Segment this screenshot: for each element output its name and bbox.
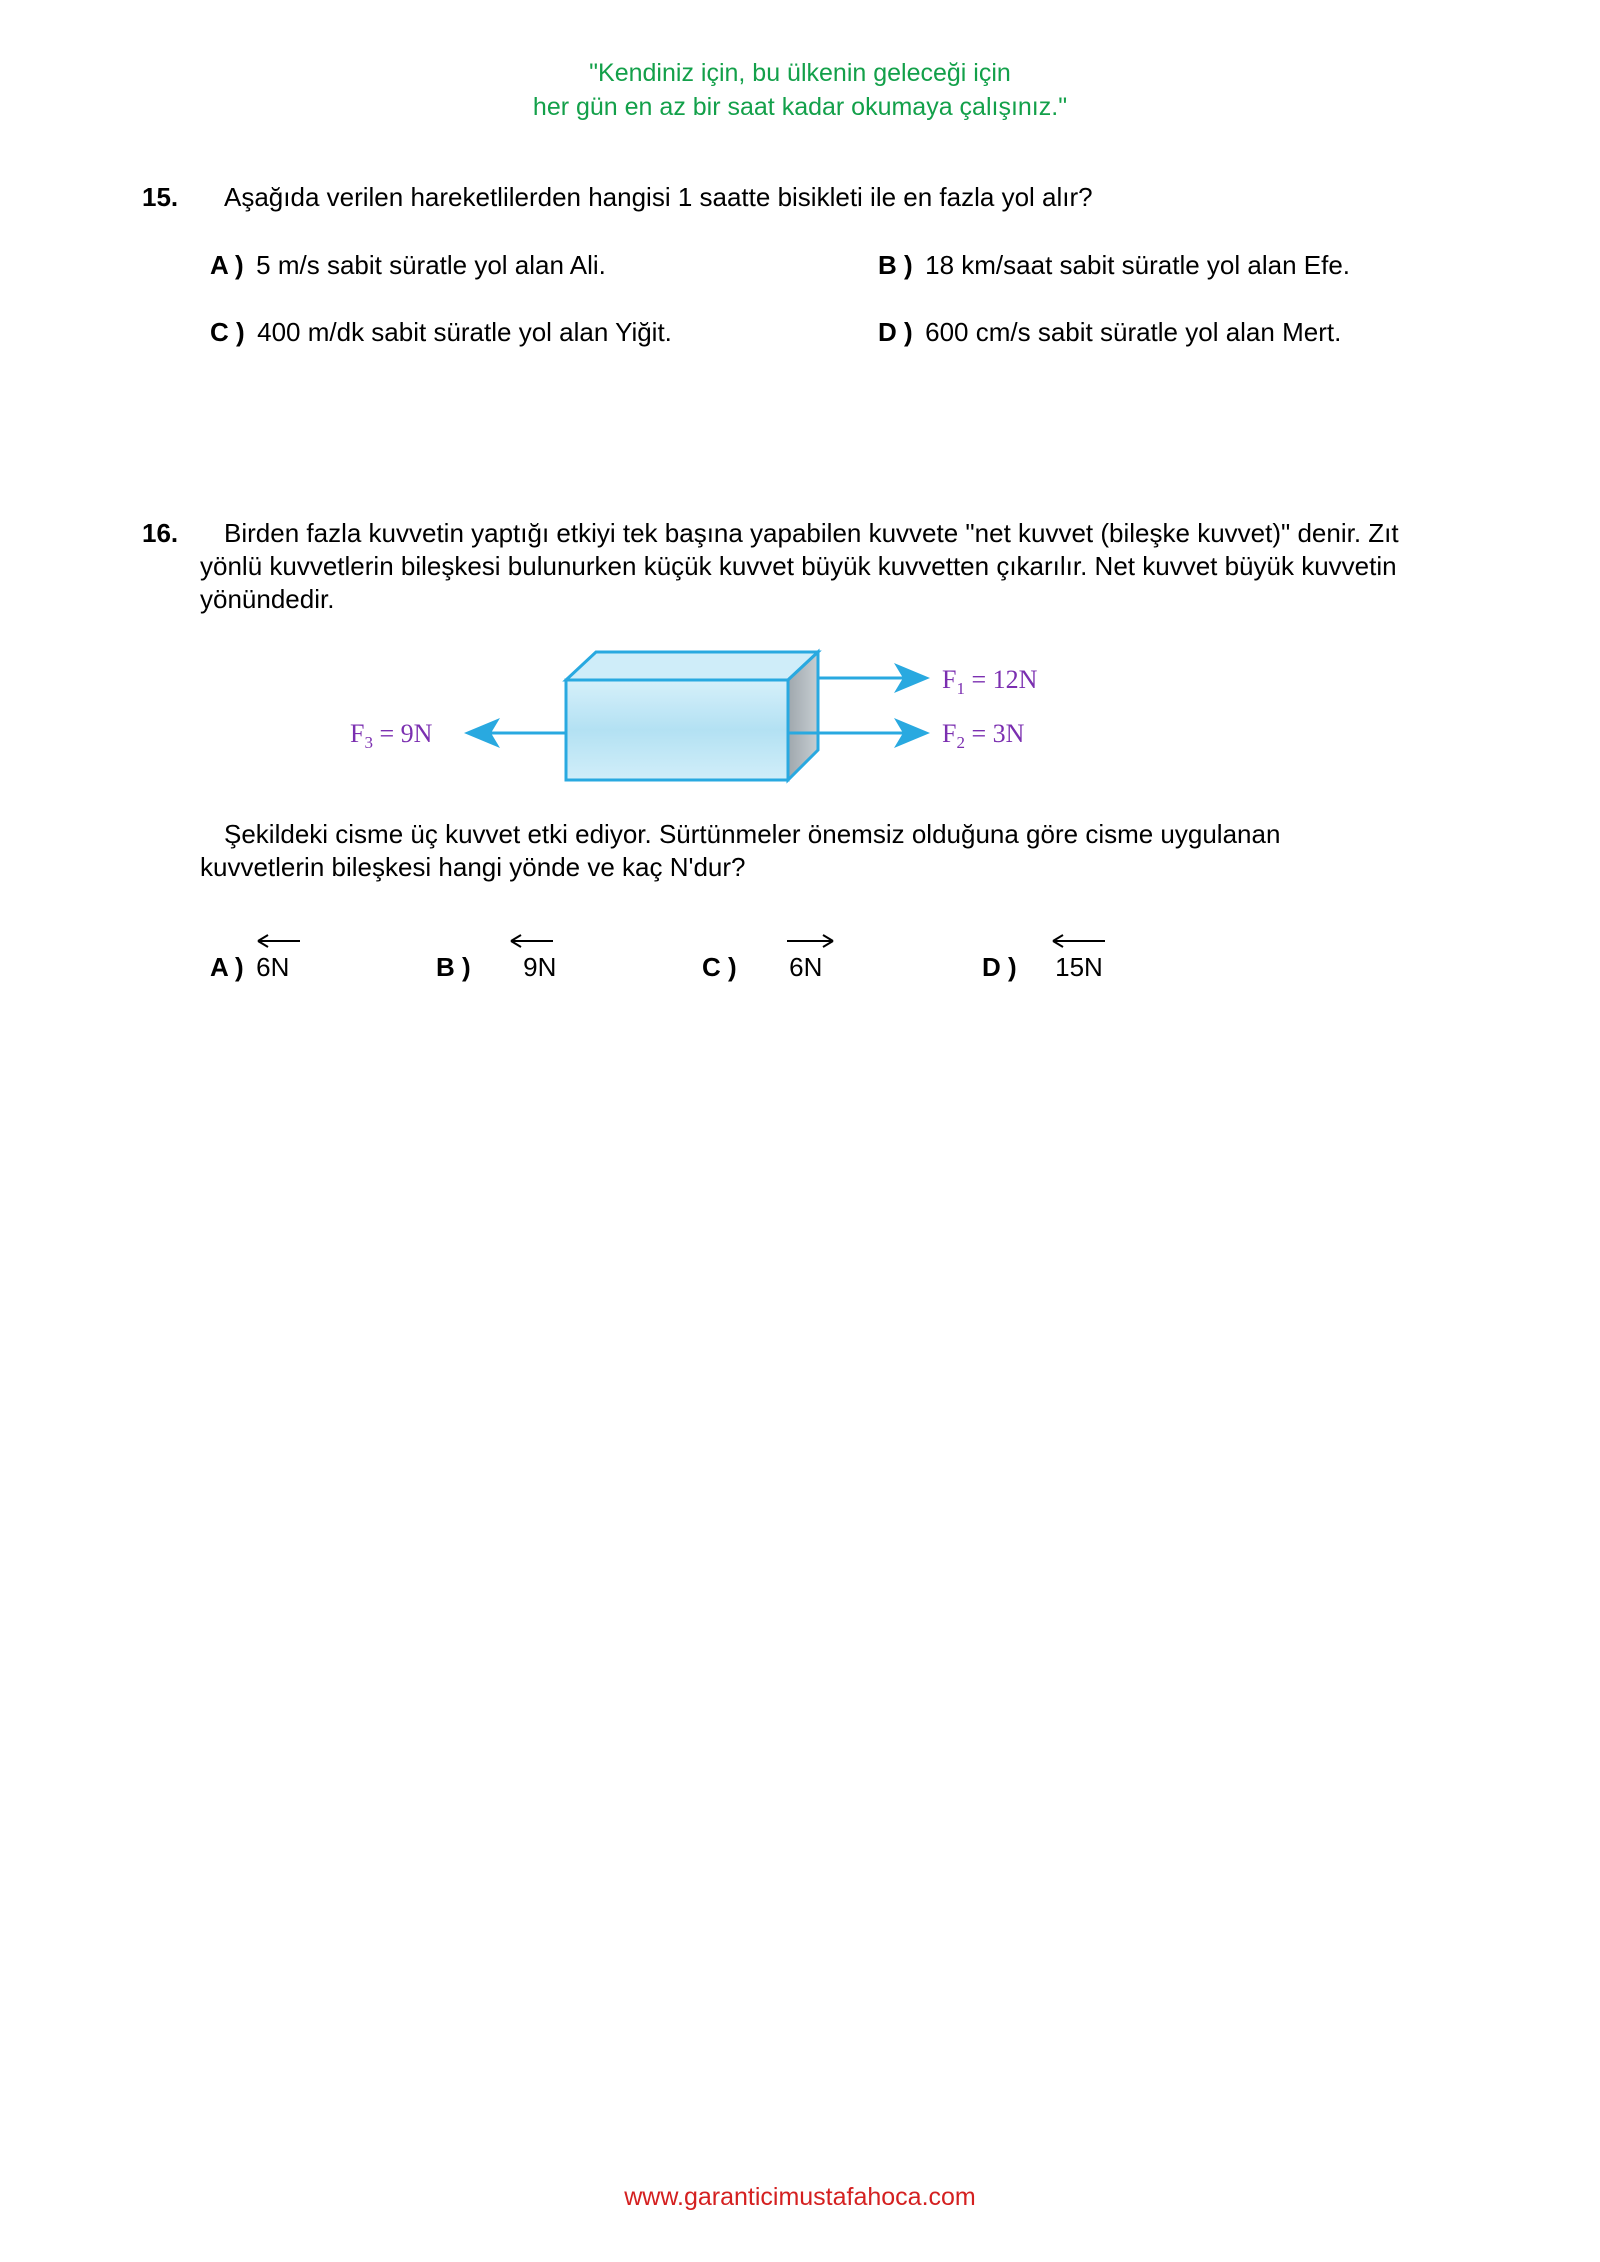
question-15-text: Aşağıda verilen hareketlilerden hangisi 1 saatte bisikleti ile en fazla yol alır? xyxy=(224,182,1093,212)
force-f1-label: $F_1 = 12N$ xyxy=(942,665,1038,698)
box-front-face xyxy=(566,680,788,780)
option-letter: C ) xyxy=(210,317,245,347)
force-diagram xyxy=(330,640,1090,800)
question-16-prompt-line-1: Şekildeki cisme üç kuvvet etki ediyor. Sürtünmeler önemsiz olduğuna göre cisme uygulanan xyxy=(224,819,1281,849)
option-text: 600 cm/s sabit süratle yol alan Mert. xyxy=(925,317,1342,347)
q16-option-b[interactable] xyxy=(436,952,556,983)
q15-option-c[interactable] xyxy=(210,317,672,348)
question-16-number: 16. xyxy=(142,518,179,548)
option-value: 6N xyxy=(789,952,823,982)
question-16-text-line-2: yönlü kuvvetlerin bileşkesi bulunurken küçük kuvvet büyük kuvvetten çıkarılır. Net kuvvet büyük kuvvetin xyxy=(200,551,1397,581)
option-letter: D ) xyxy=(878,317,913,347)
force-f2-label: $F_2 = 3N$ xyxy=(942,719,1025,752)
question-16-text-line-1: Birden fazla kuvvetin yaptığı etkiyi tek başına yapabilen kuvvete "net kuvvet (bileşke kuvvet)" denir. Zıt xyxy=(224,518,1399,548)
right-arrow-icon xyxy=(785,934,835,948)
q15-option-a[interactable] xyxy=(210,250,606,281)
option-letter: A ) xyxy=(210,250,244,280)
q16-option-a[interactable] xyxy=(210,952,289,983)
option-text: 5 m/s sabit süratle yol alan Ali. xyxy=(256,250,606,280)
q15-option-b[interactable] xyxy=(878,250,1350,281)
option-letter: C ) xyxy=(702,952,737,982)
left-arrow-icon xyxy=(509,934,555,948)
q15-option-d[interactable] xyxy=(878,317,1341,348)
footer-url[interactable]: www.garanticimustafahoca.com xyxy=(624,2183,976,2211)
option-value: 15N xyxy=(1055,952,1103,982)
option-letter: B ) xyxy=(878,250,913,280)
option-letter: B ) xyxy=(436,952,471,982)
question-16-text-line-3: yönündedir. xyxy=(200,584,335,614)
quote-line-1: "Kendiniz için, bu ülkenin geleceği için xyxy=(589,59,1011,87)
option-value: 6N xyxy=(256,952,290,982)
option-text: 18 km/saat sabit süratle yol alan Efe. xyxy=(925,250,1351,280)
option-text: 400 m/dk sabit süratle yol alan Yiğit. xyxy=(257,317,672,347)
quote-line-2: her gün en az bir saat kadar okumaya çalışınız." xyxy=(532,93,1068,121)
option-letter: A ) xyxy=(210,952,244,982)
option-letter: D ) xyxy=(982,952,1017,982)
force-f3-label: $F_3 = 9N$ xyxy=(350,719,433,752)
left-arrow-icon xyxy=(256,934,302,948)
q16-option-c[interactable] xyxy=(702,952,822,983)
question-16-prompt-line-2: kuvvetlerin bileşkesi hangi yönde ve kaç N'dur? xyxy=(200,852,746,882)
option-value: 9N xyxy=(523,952,557,982)
left-arrow-icon xyxy=(1051,934,1107,948)
question-15-number: 15. xyxy=(142,182,179,212)
box-top-face xyxy=(566,652,818,680)
q16-option-d[interactable] xyxy=(982,952,1103,983)
header-quote xyxy=(0,56,1600,124)
